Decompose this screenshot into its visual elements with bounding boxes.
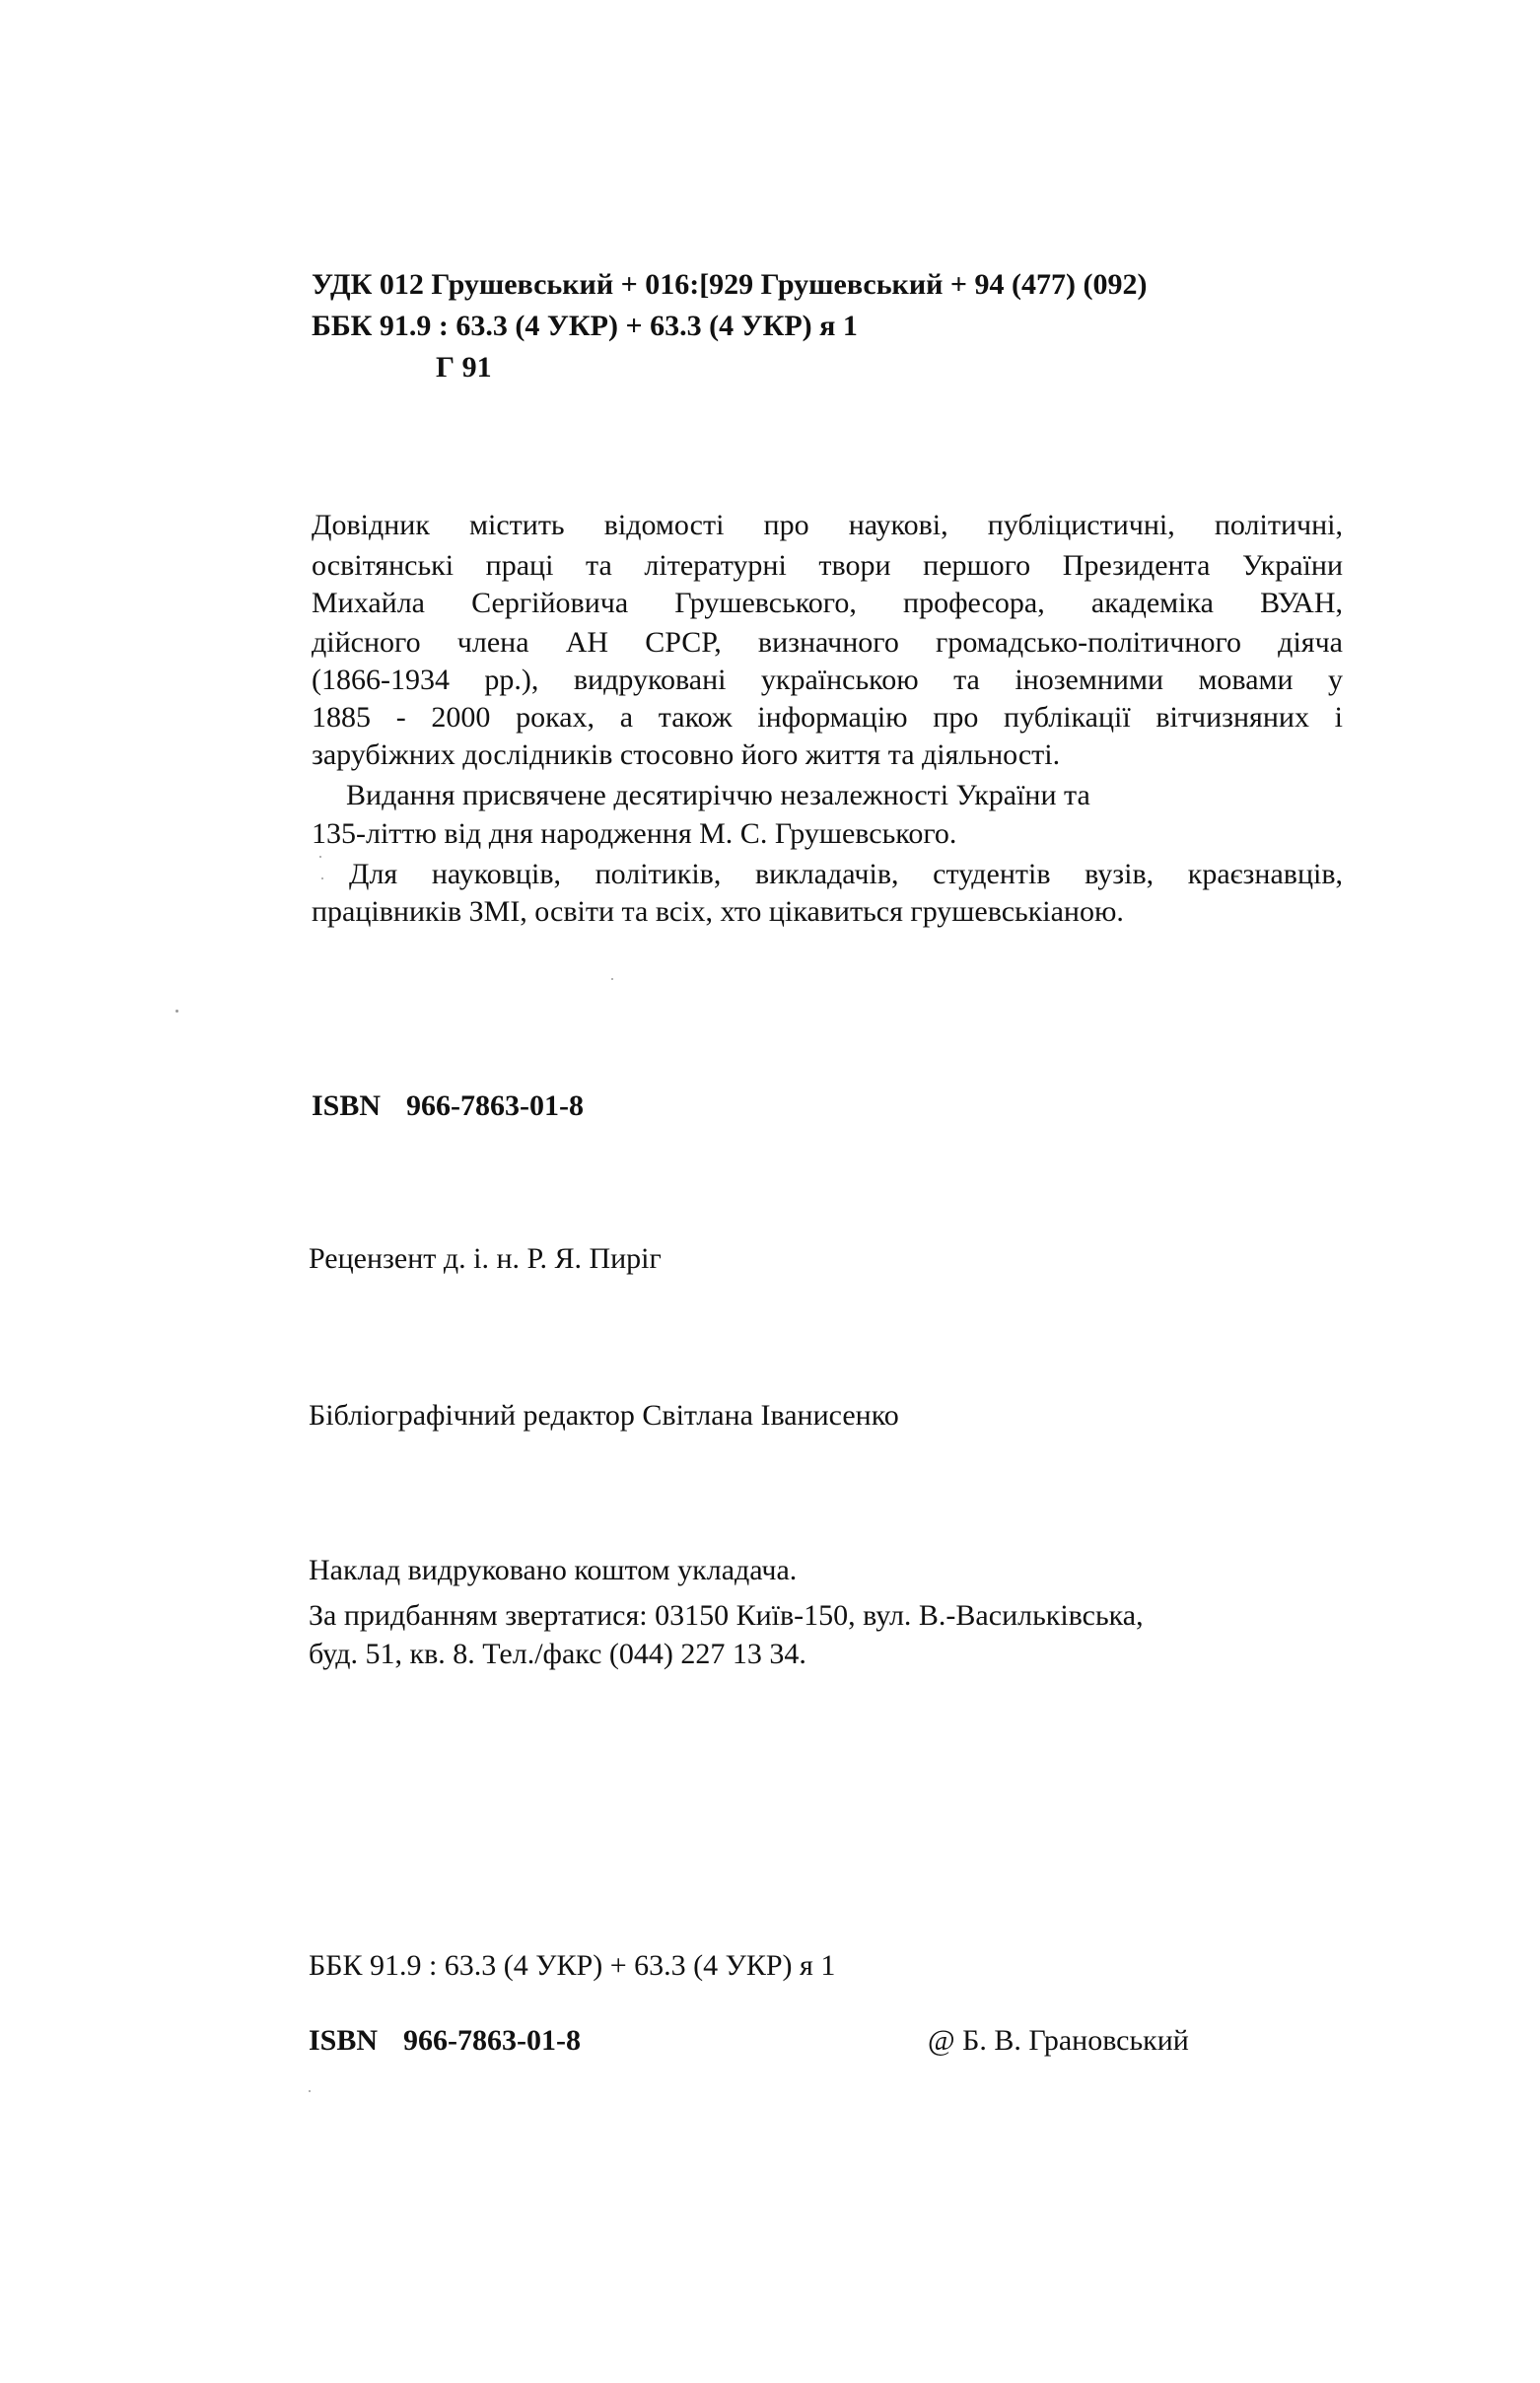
footer-bbk: ББК 91.9 : 63.3 (4 УКР) + 63.3 (4 УКР) я 1 [309,1949,836,1982]
annotation-line: Михайла Сергійовича Грушевського, професора, академіка ВУАН, [312,587,1343,619]
dedication-line: 135-літтю від дня народження М. С. Грушевського. [312,817,957,850]
isbn-number: 966-7863-01-8 [406,1089,585,1122]
annotation-line: Довідник містить відомості про наукові, публіцистичні, політичні, [312,509,1343,541]
footer-isbn-label: ISBN [309,2024,379,2057]
isbn [312,1089,584,1123]
scan-speck [321,877,323,879]
footer-isbn-number: 966-7863-01-8 [403,2024,582,2057]
scan-speck [175,1010,178,1013]
annotation-line: освітянські праці та літературні твори першого Президента України [312,549,1343,582]
dedication-line: Видання присвячене десятиріччю незалежності України та [346,779,1090,811]
author-mark: Г 91 [436,351,492,384]
bibliographic-editor: Бібліографічний редактор Світлана Іванисенко [309,1399,899,1432]
print-run-funding: Наклад видруковано коштом укладача. [309,1554,798,1586]
reviewer: Рецензент д. і. н. Р. Я. Пиріг [309,1242,662,1275]
annotation-line: 1885 - 2000 роках, а також інформацію про публікації вітчизняних і [312,701,1343,734]
scan-speck [611,978,613,980]
audience-line: працівників ЗМІ, освіти та всіх, хто цікавиться грушевськіаною. [312,895,1124,928]
annotation-line: зарубіжних дослідників стосовно його життя та діяльності. [312,738,1061,771]
annotation-line: (1866-1934 рр.), видруковані українською та іноземними мовами у [312,664,1343,696]
footer-isbn [309,2024,581,2058]
scan-speck [319,856,321,858]
contact-phone: буд. 51, кв. 8. Тел./факс (044) 227 13 34. [309,1638,806,1670]
audience-line: Для науковців, політиків, викладачів, студентів вузів, краєзнавців, [349,858,1343,890]
scan-speck [309,2090,311,2092]
contact-address: За придбанням звертатися: 03150 Київ-150, вул. В.-Васильківська, [309,1599,1144,1632]
copyright: @ Б. В. Грановський [928,2024,1189,2057]
isbn-label: ISBN [312,1089,382,1122]
bbk-code: ББК 91.9 : 63.3 (4 УКР) + 63.3 (4 УКР) я 1 [312,310,858,342]
udk-code: УДК 012 Грушевський + 016:[929 Грушевський + 94 (477) (092) [312,268,1148,301]
annotation-line: дійсного члена АН СРСР, визначного громадсько-політичного діяча [312,626,1343,659]
